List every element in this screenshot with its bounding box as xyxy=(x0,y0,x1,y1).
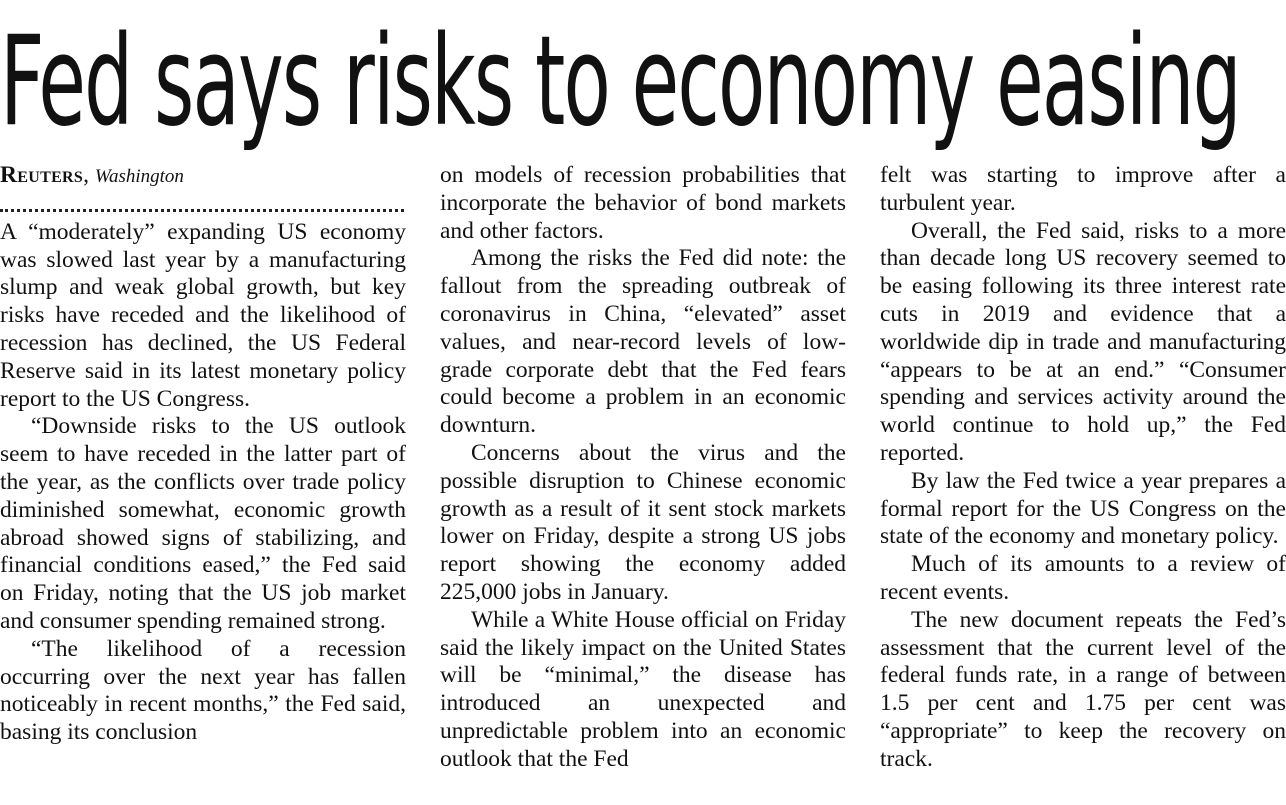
paragraph: “Downside risks to the US outlook seem to have receded in the latter part of the year, as the conflicts over trade policy diminished somewhat, economic growth abroad showed signs of stabilizing, and financial conditions eased,” the Fed said on Friday, noting that the US job market and consumer spending remained strong. xyxy=(0,413,406,634)
paragraph: The new document repeats the Fed’s assessment that the current level of the federal funds rate, in a range of between 1.5 per cent and 1.75 per cent was “appropriate” to keep the recovery on track. xyxy=(880,606,1286,772)
paragraph: Overall, the Fed said, risks to a more than decade long US recovery seemed to be easing following its three interest rate cuts in 2019 and evidence that a worldwide dip in trade and manufacturing “appears to be at an end.” “Consumer spending and services activity around the world continue to hold up,” the Fed reported. xyxy=(880,217,1286,466)
paragraph: Much of its amounts to a review of recent events. xyxy=(880,551,1286,605)
byline-separator: , xyxy=(83,162,89,188)
paragraph-continued: felt was starting to improve after a turbulent year. xyxy=(880,162,1286,216)
paragraph: “The likelihood of a recession occurring over the next year has fallen noticeably in recent months,” the Fed said, basing its conclusion xyxy=(0,635,406,746)
paragraph: While a White House official on Friday said the likely impact on the United States will be “minimal,” the disease has introduced an unexpected and unpredictable problem into an economic outlook that the Fed xyxy=(440,606,846,772)
byline-location: Washington xyxy=(94,166,184,187)
headline: Fed says risks to economy easing xyxy=(0,10,1240,154)
byline-agency: Reuters xyxy=(0,162,84,188)
article-column-3 xyxy=(880,162,1286,774)
byline-dotted-divider xyxy=(0,191,404,219)
paragraph: By law the Fed twice a year prepares a formal report for the US Congress on the state of the economy and monetary policy. xyxy=(880,467,1286,550)
article-column-1 xyxy=(0,162,406,747)
paragraph: A “moderately” expanding US economy was slowed last year by a manufacturing slump and weak global growth, but key risks have receded and the likelihood of recession has declined, the US Federal Reserve said in its latest monetary policy report to the US Congress. xyxy=(0,218,406,412)
paragraph: Among the risks the Fed did note: the fallout from the spreading outbreak of coronavirus in China, “elevated” asset values, and near-record levels of low-grade corporate debt that the Fed fears could become a problem in an economic downturn. xyxy=(440,245,846,439)
byline xyxy=(0,162,406,191)
article-column-2 xyxy=(440,162,846,774)
paragraph: Concerns about the virus and the possible disruption to Chinese economic growth as a result of it sent stock markets lower on Friday, despite a strong US jobs report showing the economy added 225,000 jobs in January. xyxy=(440,439,846,605)
paragraph-continued: on models of recession probabilities that incorporate the behavior of bond markets and other factors. xyxy=(440,162,846,244)
